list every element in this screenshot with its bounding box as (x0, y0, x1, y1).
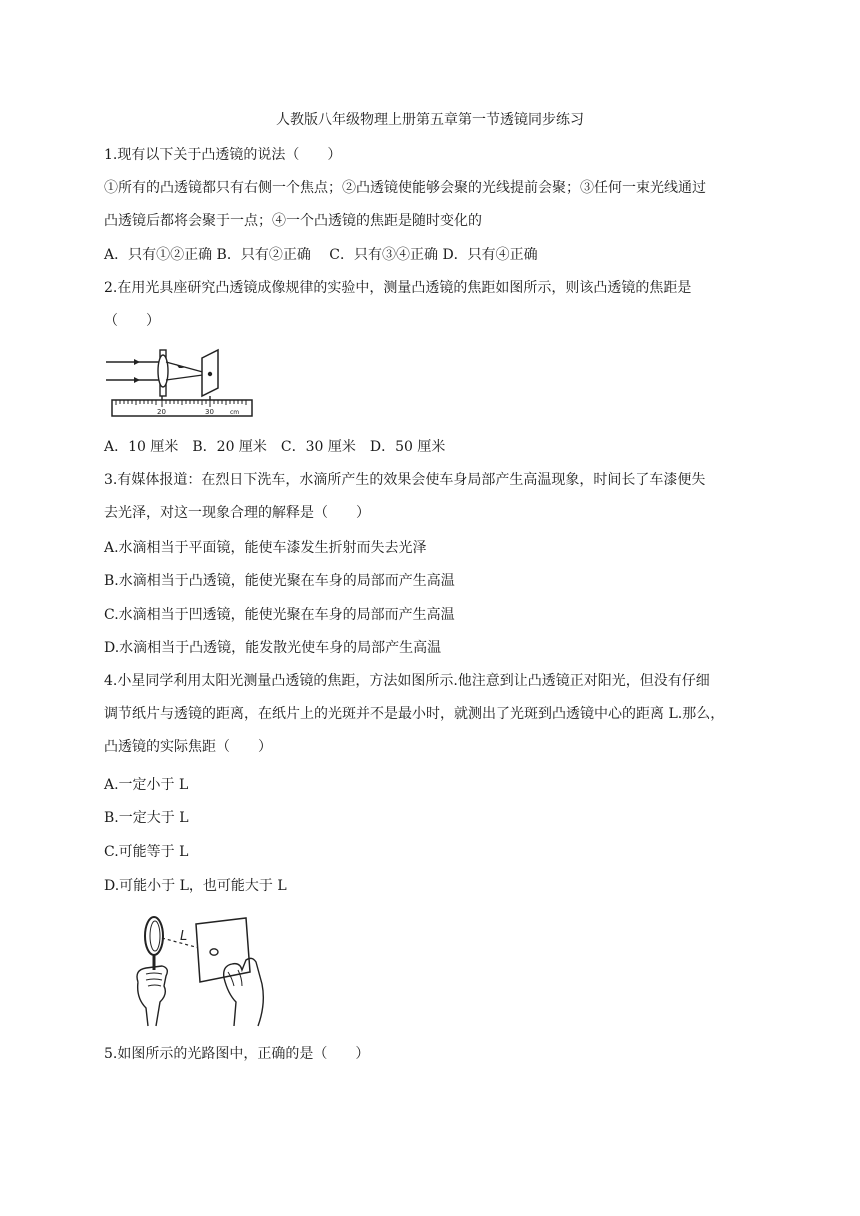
ray-arrow-icon (134, 377, 140, 383)
ruler-unit-label: cm (230, 409, 240, 416)
q4-stem-line-1: 4.小星同学利用太阳光测量凸透镜的焦距，方法如图所示.他注意到让凸透镜正对阳光，但没有仔细 (104, 673, 710, 689)
q4-option-a: A.一定小于 L (104, 777, 189, 793)
ruler-tick-label: 20 (157, 408, 166, 416)
focal-spot (208, 372, 212, 376)
left-hand (137, 966, 167, 1026)
q1-stem: 1.现有以下关于凸透镜的说法（ ） (104, 147, 342, 163)
light-spot (210, 949, 218, 955)
q4-option-c: C.可能等于 L (104, 844, 189, 860)
q3-stem-line-1: 3.有媒体报道：在烈日下洗车，水滴所产生的效果会使车身局部产生高温现象，时间长了车漆便失 (104, 472, 706, 488)
q3-option-a: A.水滴相当于平面镜，能使车漆发生折射而失去光泽 (104, 540, 427, 556)
q2-stem-line-2: （ ） (104, 313, 160, 329)
q4-stem-line-3: 凸透镜的实际焦距（ ） (104, 739, 272, 755)
ruler-tick-label: 30 (205, 408, 214, 416)
q3-option-c: C.水滴相当于凹透镜，能使光聚在车身的局部而产生高温 (104, 607, 455, 623)
q5-stem: 5.如图所示的光路图中，正确的是（ ） (104, 1046, 370, 1062)
q4-option-d: D.可能小于 L，也可能大于 L (104, 878, 287, 894)
distance-label-l: L (180, 929, 188, 944)
convex-lens (158, 355, 168, 387)
q4-option-b: B.一定大于 L (104, 810, 189, 826)
q2-options: A．10 厘米 B．20 厘米 C．30 厘米 D．50 厘米 (104, 439, 446, 455)
q2-stem-line-1: 2.在用光具座研究凸透镜成像规律的实验中，测量凸透镜的焦距如图所示，则该凸透镜的焦距是 (104, 280, 692, 296)
q3-option-d: D.水滴相当于凸透镜，能发散光使车身的局部产生高温 (104, 640, 442, 656)
magnifier-paper-figure (124, 912, 272, 1028)
q3-stem-line-2: 去光泽，对这一现象合理的解释是（ ） (104, 505, 370, 521)
q4-stem-line-2: 调节纸片与透镜的距离，在纸片上的光斑并不是最小时，就测出了光斑到凸透镜中心的距离 L.那么， (104, 706, 725, 722)
q3-option-b: B.水滴相当于凸透镜，能使光聚在车身的局部而产生高温 (104, 573, 455, 589)
optical-bench-figure (104, 344, 254, 418)
ray-arrow-icon (134, 359, 140, 365)
q1-options: A．只有①②正确 B．只有②正确 C．只有③④正确 D．只有④正确 (104, 247, 538, 263)
document-title: 人教版八年级物理上册第五章第一节透镜同步练习 (276, 112, 584, 128)
q1-body-line-2: 凸透镜后都将会聚于一点；④一个凸透镜的焦距是随时变化的 (104, 213, 482, 229)
q1-body-line-1: ①所有的凸透镜都只有右侧一个焦点；②凸透镜使能够会聚的光线提前会聚；③任何一束光线通过 (104, 180, 706, 196)
paper-sheet (196, 918, 250, 982)
